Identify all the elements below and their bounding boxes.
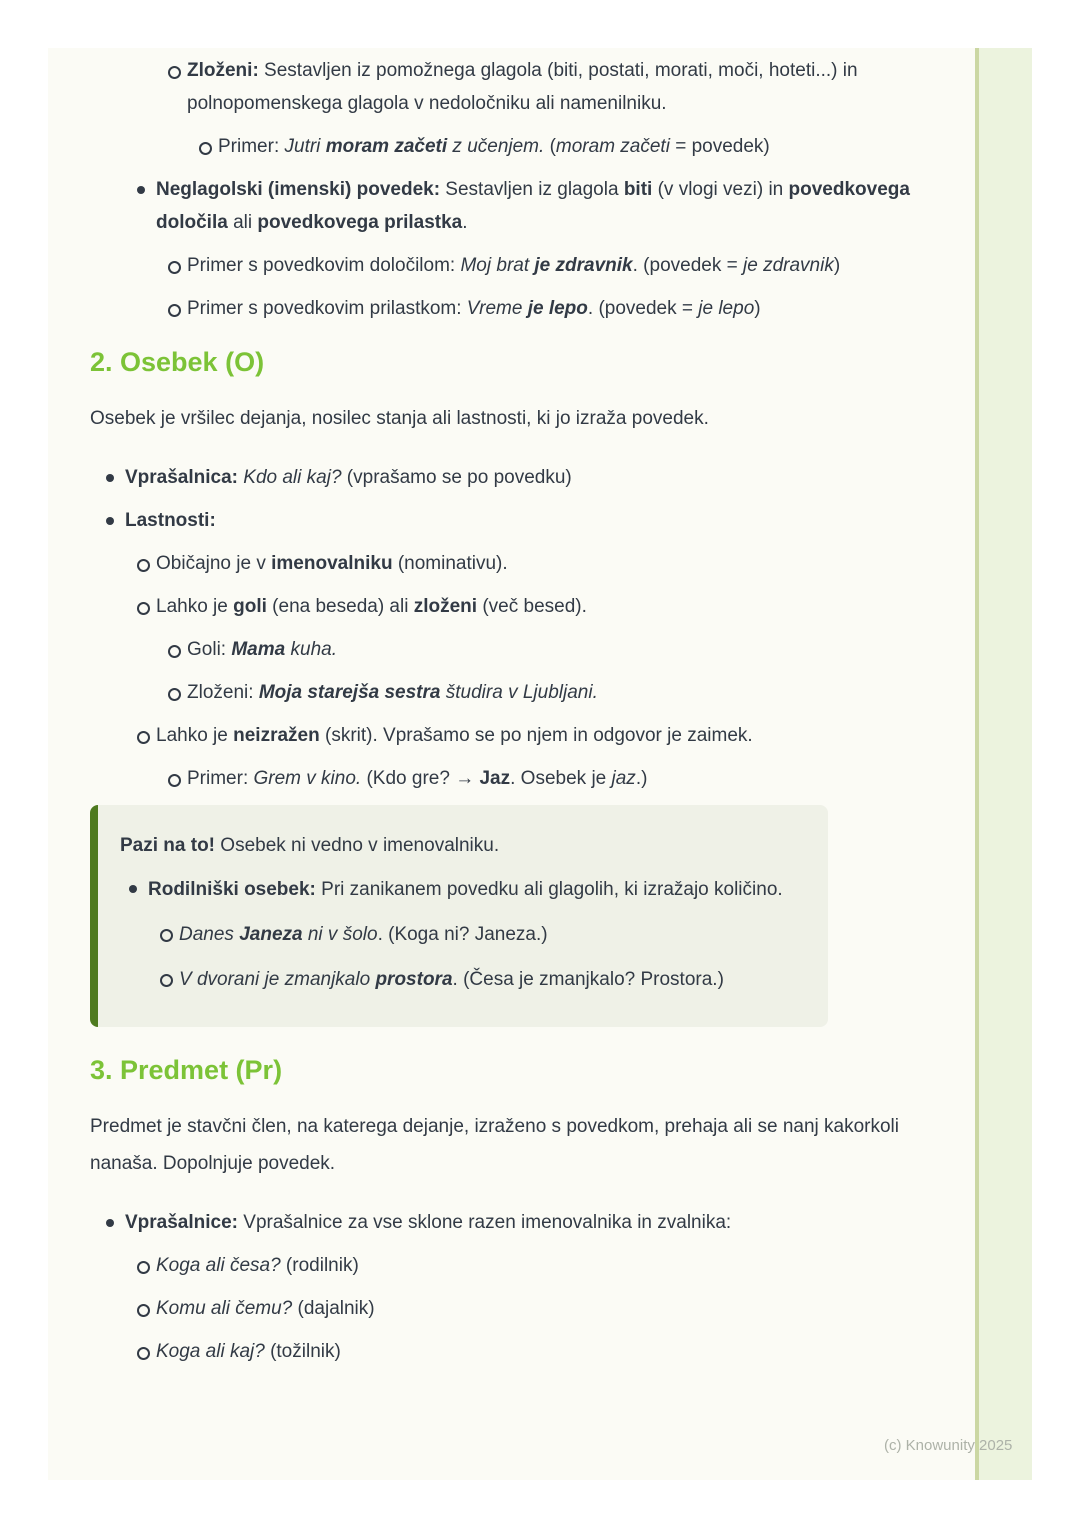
text-segment: Vreme bbox=[466, 298, 528, 319]
text-segment: Grem v kino. bbox=[253, 768, 362, 789]
text-segment: Lahko je bbox=[156, 725, 234, 746]
text-segment: Primer s povedkovim določilom: bbox=[187, 255, 461, 276]
list-item bbox=[136, 1335, 935, 1368]
list-item bbox=[167, 249, 935, 282]
paragraph bbox=[120, 829, 800, 862]
bullet-circle-marker bbox=[136, 1249, 156, 1282]
text-segment: Koga ali česa? bbox=[156, 1255, 281, 1276]
text-segment: Moja starejša sestra bbox=[258, 682, 441, 703]
list-item bbox=[167, 633, 935, 666]
list-item bbox=[136, 547, 935, 580]
list-item bbox=[159, 962, 800, 997]
list-item-text bbox=[156, 173, 935, 239]
list-item-text bbox=[156, 547, 935, 580]
text-segment: (tožilnik) bbox=[264, 1341, 341, 1362]
text-segment: neizražen bbox=[233, 725, 320, 746]
text-segment: Pri zanikanem povedku ali glagolih, ki izražajo količino. bbox=[315, 879, 783, 900]
list-item-text bbox=[148, 872, 800, 907]
text-segment: zloženi bbox=[413, 596, 478, 617]
text-segment: ( bbox=[544, 136, 556, 157]
list-item bbox=[159, 917, 800, 952]
text-segment: V dvorani je zmanjkalo bbox=[179, 969, 376, 990]
text-segment: (rodilnik) bbox=[280, 1255, 359, 1276]
text-segment: Janeza bbox=[239, 924, 303, 945]
text-segment: moram začeti bbox=[555, 136, 670, 157]
list-item bbox=[105, 461, 935, 494]
text-segment: Koga ali kaj? bbox=[156, 1341, 265, 1362]
list-item bbox=[167, 676, 935, 709]
list-item bbox=[128, 872, 800, 907]
bullet-disc-marker bbox=[105, 1206, 125, 1239]
text-segment: je lepo bbox=[527, 298, 588, 319]
text-segment: (nominativu). bbox=[392, 553, 508, 574]
bullet-circle-marker bbox=[198, 130, 218, 163]
list-item bbox=[167, 762, 935, 795]
paragraph bbox=[90, 1108, 935, 1182]
text-segment: Sestavljen iz glagola bbox=[440, 179, 624, 200]
text-segment: je zdravnik bbox=[534, 255, 633, 276]
paragraph bbox=[90, 400, 935, 437]
text-segment: Mama bbox=[231, 639, 286, 660]
text-segment: Jutri bbox=[284, 136, 326, 157]
list-item-text bbox=[187, 54, 935, 120]
text-segment: goli bbox=[233, 596, 267, 617]
text-segment: Neglagolski (imenski) povedek: bbox=[156, 179, 441, 200]
text-segment: . (povedek = bbox=[587, 298, 699, 319]
bullet-circle-marker bbox=[167, 762, 187, 795]
bullet-circle-marker bbox=[167, 54, 187, 87]
text-segment: (v vlogi vezi) in bbox=[652, 179, 789, 200]
text-segment: (več besed). bbox=[477, 596, 587, 617]
text-segment: z učenjem. bbox=[447, 136, 545, 157]
list-item-text bbox=[125, 504, 935, 537]
list-item-text bbox=[187, 676, 935, 709]
text-segment: kuha. bbox=[285, 639, 337, 660]
list-item-text bbox=[125, 461, 935, 494]
text-segment: biti bbox=[623, 179, 653, 200]
text-segment: . (povedek = bbox=[632, 255, 743, 276]
bullet-circle-marker bbox=[136, 590, 156, 623]
text-segment: ) bbox=[833, 255, 841, 276]
watermark: (c) Knowunity 2025 bbox=[884, 1437, 1013, 1454]
page-edge-strip bbox=[975, 48, 1032, 1480]
text-segment: = povedek) bbox=[669, 136, 770, 157]
text-segment: je lepo bbox=[698, 298, 755, 319]
text-segment: Zloženi: bbox=[187, 682, 259, 703]
bullet-circle-marker bbox=[136, 1335, 156, 1368]
list-item-text bbox=[187, 249, 935, 282]
text-segment: Vprašalnice: bbox=[125, 1212, 238, 1233]
text-segment: Zloženi: bbox=[187, 60, 259, 81]
text-segment: ni v šolo bbox=[302, 924, 378, 945]
bullet-circle-marker bbox=[167, 249, 187, 282]
list-item-text bbox=[179, 917, 800, 952]
text-segment: . (Česa je zmanjkalo? Prostora.) bbox=[452, 969, 724, 990]
bullet-circle-marker bbox=[167, 292, 187, 325]
text-segment: (vprašamo se po povedku) bbox=[341, 467, 572, 488]
list-item bbox=[136, 1292, 935, 1325]
bullet-circle-marker bbox=[159, 962, 179, 997]
text-segment: Pazi na to! bbox=[120, 835, 216, 856]
text-segment: Kdo ali kaj? bbox=[243, 467, 342, 488]
list-item-text bbox=[187, 292, 935, 325]
text-segment: Vprašalnice za vse sklone razen imenovalnika in zvalnika: bbox=[238, 1212, 732, 1233]
text-segment: Primer: bbox=[187, 768, 254, 789]
text-segment: Moj brat bbox=[460, 255, 535, 276]
list-item-text bbox=[179, 962, 800, 997]
document-content bbox=[48, 48, 975, 1368]
text-segment: študira v Ljubljani. bbox=[440, 682, 598, 703]
bullet-circle-marker bbox=[159, 917, 179, 952]
bullet-circle-marker bbox=[167, 676, 187, 709]
list-item-text bbox=[187, 762, 935, 795]
bullet-circle-marker bbox=[136, 547, 156, 580]
text-segment: .) bbox=[635, 768, 648, 789]
text-segment: povedkovega določila bbox=[156, 179, 910, 233]
document-sheet bbox=[48, 48, 975, 1480]
text-segment: Lastnosti: bbox=[125, 510, 216, 531]
bullet-circle-marker bbox=[167, 633, 187, 666]
list-item bbox=[136, 590, 935, 623]
text-segment: je zdravnik bbox=[743, 255, 834, 276]
text-segment: imenovalniku bbox=[271, 553, 393, 574]
list-item bbox=[136, 719, 935, 752]
text-segment: ) bbox=[754, 298, 761, 319]
list-item bbox=[198, 130, 935, 163]
list-item-text bbox=[156, 1335, 935, 1368]
text-segment: Predmet je stavčni člen, na katerega dejanje, izraženo s povedkom, prehaja ali se nanj kakorkoli nanaša. Dopolnjuje povedek. bbox=[90, 1116, 900, 1174]
list-item bbox=[105, 1206, 935, 1239]
list-item-text bbox=[156, 1292, 935, 1325]
text-segment: Primer: bbox=[218, 136, 285, 157]
list-item bbox=[105, 504, 935, 537]
list-item-text bbox=[218, 130, 935, 163]
text-segment: jaz bbox=[611, 768, 636, 789]
section-heading: 3. Predmet (Pr) bbox=[90, 1055, 283, 1085]
list-item bbox=[136, 173, 935, 239]
text-segment: Sestavljen iz pomožnega glagola (biti, postati, morati, moči, hoteti...) in polnopomenskega glagola v nedoločniku ali namenilniku. bbox=[187, 60, 858, 114]
list-item-text bbox=[156, 590, 935, 623]
text-segment: Običajno je v bbox=[156, 553, 272, 574]
text-segment: Jaz bbox=[479, 768, 511, 789]
list-item-text bbox=[156, 1249, 935, 1282]
list-item bbox=[136, 1249, 935, 1282]
section-heading: 2. Osebek (O) bbox=[90, 347, 265, 377]
text-segment: . bbox=[462, 212, 468, 233]
bullet-circle-marker bbox=[136, 1292, 156, 1325]
bullet-circle-marker bbox=[136, 719, 156, 752]
text-segment: Vprašalnica: bbox=[125, 467, 238, 488]
text-segment: povedkovega prilastka bbox=[257, 212, 463, 233]
text-segment: Goli: bbox=[187, 639, 232, 660]
text-segment: . Osebek je bbox=[510, 768, 612, 789]
callout-box bbox=[90, 805, 828, 1027]
list-item bbox=[167, 54, 935, 120]
text-segment: prostora bbox=[375, 969, 453, 990]
bullet-disc-marker bbox=[136, 173, 156, 206]
text-segment: (ena beseda) ali bbox=[266, 596, 414, 617]
list-item-text bbox=[187, 633, 935, 666]
text-segment: Danes bbox=[179, 924, 240, 945]
bullet-disc-marker bbox=[128, 872, 148, 907]
text-segment: Primer s povedkovim prilastkom: bbox=[187, 298, 467, 319]
list-item-text bbox=[125, 1206, 935, 1239]
text-segment: moram začeti bbox=[325, 136, 448, 157]
text-segment: Komu ali čemu? bbox=[156, 1298, 293, 1319]
text-segment: Osebek ni vedno v imenovalniku. bbox=[215, 835, 500, 856]
bullet-disc-marker bbox=[105, 461, 125, 494]
bullet-disc-marker bbox=[105, 504, 125, 537]
list-item-text bbox=[156, 719, 935, 752]
text-segment: (Kdo gre? → bbox=[361, 768, 480, 789]
text-segment: (skrit). Vprašamo se po njem in odgovor je zaimek. bbox=[319, 725, 753, 746]
text-segment: Osebek je vršilec dejanja, nosilec stanja ali lastnosti, ki jo izraža povedek. bbox=[90, 408, 709, 429]
text-segment: . (Koga ni? Janeza.) bbox=[377, 924, 548, 945]
text-segment: Rodilniški osebek: bbox=[148, 879, 316, 900]
text-segment: (dajalnik) bbox=[292, 1298, 375, 1319]
text-segment: ali bbox=[227, 212, 258, 233]
list-item bbox=[167, 292, 935, 325]
text-segment: Lahko je bbox=[156, 596, 234, 617]
